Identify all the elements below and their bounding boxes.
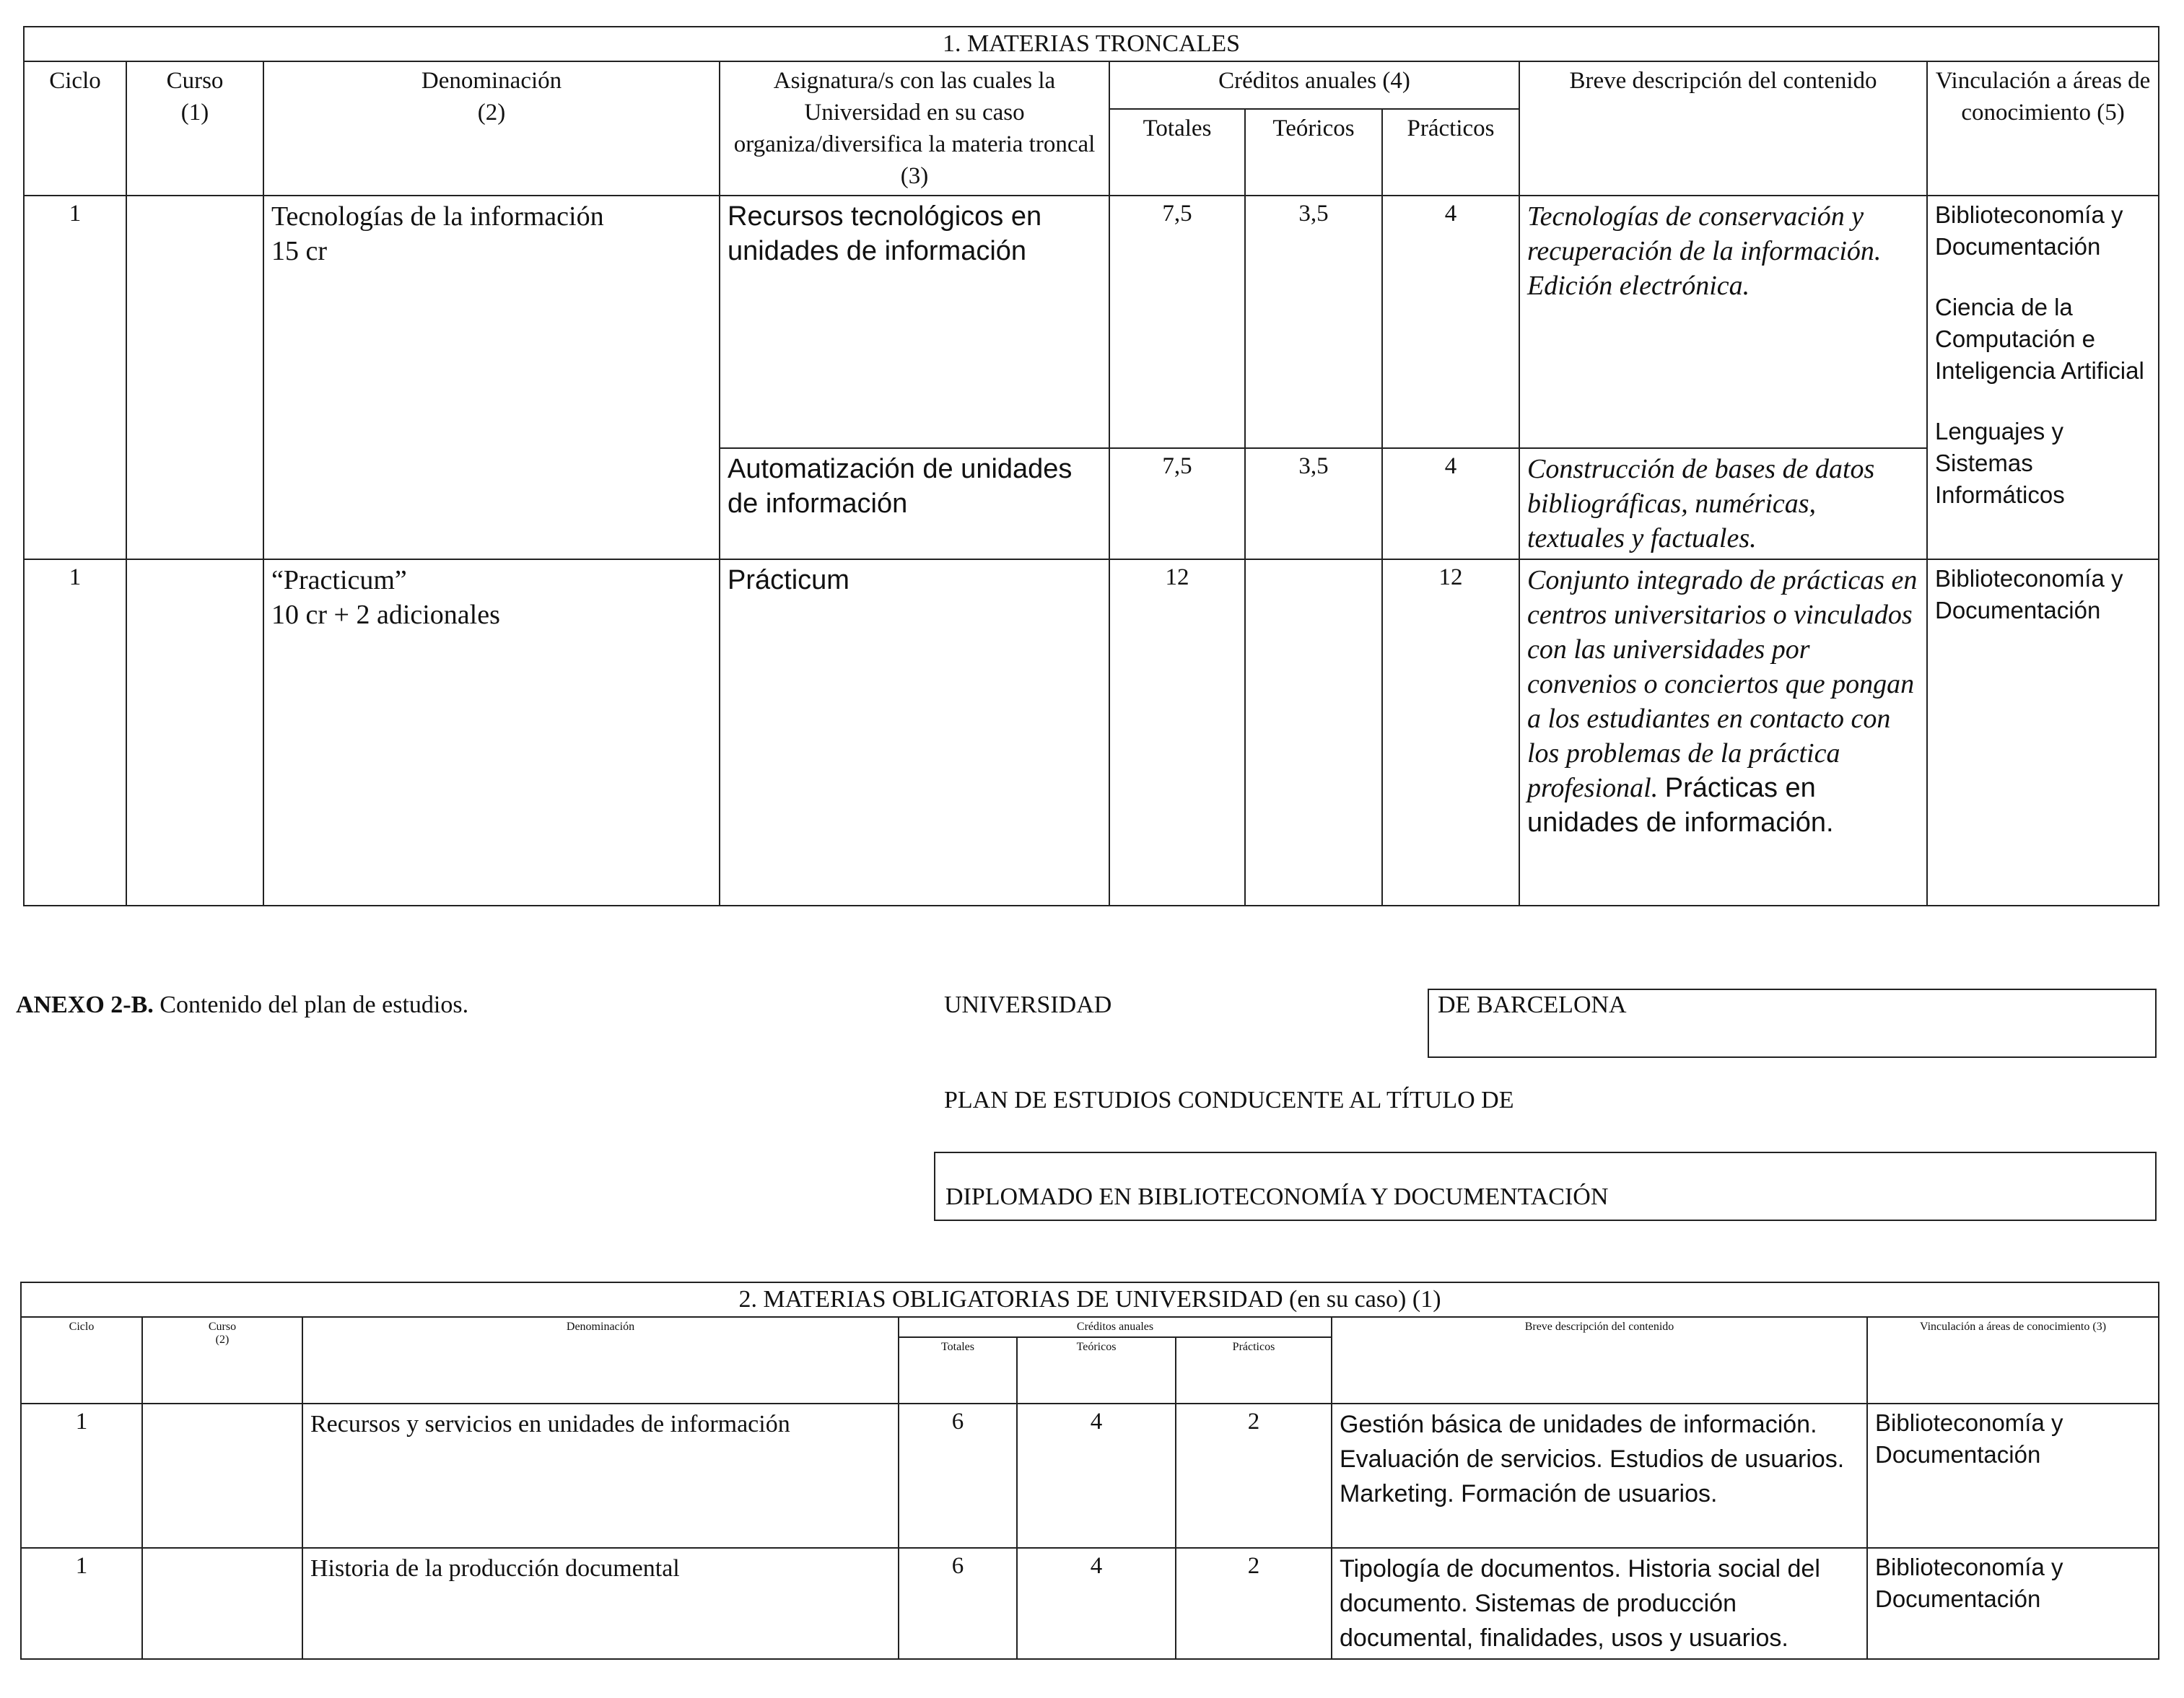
header-teoricos: Teóricos (1245, 109, 1382, 196)
row-curso (142, 1404, 302, 1548)
table-row (24, 196, 2159, 448)
row-practicos: 2 (1176, 1548, 1332, 1659)
row-descripcion: Construcción de bases de datos bibliográficas, numéricas, textuales y factuales. (1519, 448, 1927, 559)
row-asignatura: Automatización de unidades de información (720, 448, 1109, 559)
row-vinculacion: Biblioteconomía y Documentación (1867, 1548, 2159, 1659)
header-asignatura: Asignatura/s con las cuales la Universidad en su caso organiza/diversifica la materia troncal (3) (720, 61, 1109, 196)
header-vinculacion: Vinculación a áreas de conocimiento (3) (1867, 1317, 2159, 1404)
table-title: 2. MATERIAS OBLIGATORIAS DE UNIVERSIDAD (en su caso) (1) (21, 1282, 2159, 1317)
row-totales: 12 (1109, 559, 1245, 906)
header-practicos: Prácticos (1382, 109, 1519, 196)
row-vinculacion: Biblioteconomía y Documentación (1867, 1404, 2159, 1548)
row-totales: 6 (899, 1404, 1017, 1548)
titulo-box (934, 1152, 2157, 1221)
row-vinculacion: Biblioteconomía y Documentación Ciencia de la Computación e Inteligencia Artificial Lenguajes y Sistemas Informáticos (1927, 196, 2159, 559)
row-descripcion: Conjunto integrado de prácticas en centros universitarios o vinculados con las universidades por convenios o conciertos que pongan a los estudiantes en contacto con los problemas de la práctica profesional. Prácticas en unidades de información. (1519, 559, 1927, 906)
row-totales: 7,5 (1109, 448, 1245, 559)
row-ciclo: 1 (21, 1548, 142, 1659)
header-vinculacion: Vinculación a áreas de conocimiento (5) (1927, 61, 2159, 196)
row-ciclo: 1 (24, 196, 126, 559)
row-practicos: 2 (1176, 1404, 1332, 1548)
row-teoricos: 3,5 (1245, 196, 1382, 448)
table-row (21, 1404, 2159, 1548)
header-descripcion: Breve descripción del contenido (1332, 1317, 1867, 1404)
header-curso: Curso (2) (142, 1317, 302, 1404)
row-denominacion: Tecnologías de la información 15 cr (263, 196, 720, 559)
materias-obligatorias-table (20, 1282, 2159, 1660)
header-creditos: Créditos anuales (899, 1317, 1332, 1337)
row-totales: 6 (899, 1548, 1017, 1659)
header-totales: Totales (899, 1337, 1017, 1404)
row-ciclo: 1 (21, 1404, 142, 1548)
anexo-text: Contenido del plan de estudios. (160, 992, 469, 1018)
row-asignatura: Recursos tecnológicos en unidades de información (720, 196, 1109, 448)
header-teoricos: Teóricos (1017, 1337, 1176, 1404)
row-totales: 7,5 (1109, 196, 1245, 448)
table-row (21, 1548, 2159, 1659)
row-teoricos: 3,5 (1245, 448, 1382, 559)
header-ciclo: Ciclo (21, 1317, 142, 1404)
row-denominacion: “Practicum” 10 cr + 2 adicionales (263, 559, 720, 906)
header-ciclo: Ciclo (24, 61, 126, 196)
header-curso: Curso (1) (126, 61, 263, 196)
row-teoricos (1245, 559, 1382, 906)
materias-troncales-table (23, 26, 2159, 906)
titulo-value: DIPLOMADO EN BIBLIOTECONOMÍA Y DOCUMENTACIÓN (945, 1183, 1609, 1210)
row-ciclo: 1 (24, 559, 126, 906)
row-curso (126, 559, 263, 906)
table-row (24, 559, 2159, 906)
row-vinculacion: Biblioteconomía y Documentación (1927, 559, 2159, 906)
header-denominacion: Denominación (2) (263, 61, 720, 196)
header-descripcion: Breve descripción del contenido (1519, 61, 1927, 196)
universidad-label: UNIVERSIDAD (944, 992, 1112, 1018)
row-curso (126, 196, 263, 559)
row-practicos: 12 (1382, 559, 1519, 906)
universidad-value: DE BARCELONA (1438, 992, 1627, 1018)
universidad-box (1428, 989, 2157, 1058)
header-creditos: Créditos anuales (4) (1109, 61, 1519, 109)
row-descripcion: Gestión básica de unidades de información. Evaluación de servicios. Estudios de usuarios. Marketing. Formación de usuarios. (1332, 1404, 1867, 1548)
row-teoricos: 4 (1017, 1548, 1176, 1659)
row-asignatura: Prácticum (720, 559, 1109, 906)
anexo-caption (16, 992, 468, 1019)
row-practicos: 4 (1382, 448, 1519, 559)
header-totales: Totales (1109, 109, 1245, 196)
row-descripcion: Tecnologías de conservación y recuperación de la información. Edición electrónica. (1519, 196, 1927, 448)
row-denominacion: Recursos y servicios en unidades de información (302, 1404, 899, 1548)
row-practicos: 4 (1382, 196, 1519, 448)
row-denominacion: Historia de la producción documental (302, 1548, 899, 1659)
header-practicos: Prácticos (1176, 1337, 1332, 1404)
plan-label: PLAN DE ESTUDIOS CONDUCENTE AL TÍTULO DE (944, 1087, 1514, 1113)
row-curso (142, 1548, 302, 1659)
header-denominacion: Denominación (302, 1317, 899, 1404)
table-title: 1. MATERIAS TRONCALES (24, 27, 2159, 61)
row-teoricos: 4 (1017, 1404, 1176, 1548)
row-descripcion: Tipología de documentos. Historia social del documento. Sistemas de producción documental, finalidades, usos y usuarios. (1332, 1548, 1867, 1659)
anexo-label: ANEXO 2-B. (16, 992, 154, 1018)
